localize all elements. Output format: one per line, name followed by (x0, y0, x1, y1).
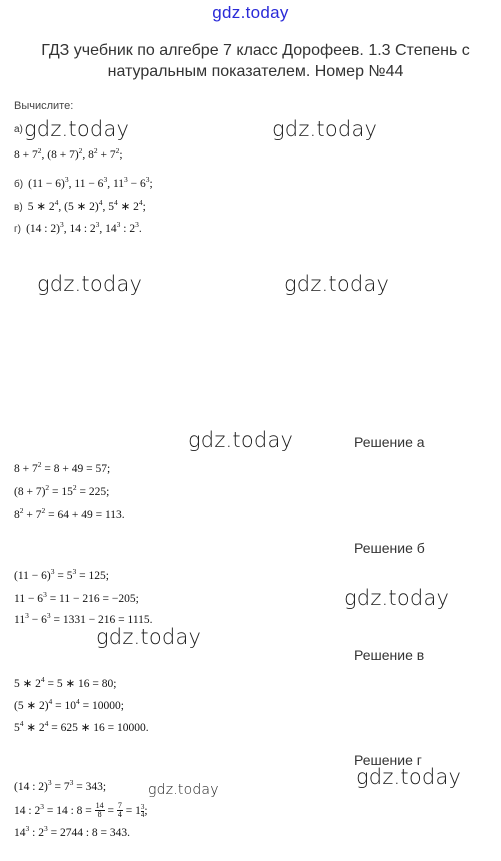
solution-b-line: $11 - 6^3 = 11 - 216 = -205$; (14, 590, 139, 605)
task-a-expression: $8 + 7^2$, $(8 + 7)^2$, $8^2 + 7^2$; (14, 146, 123, 161)
site-logo[interactable] (0, 3, 501, 23)
watermark: gdz.today (356, 765, 462, 789)
watermark: gdz.today (148, 782, 219, 798)
task-b-expression: $(11 - 6)^3$, $11 - 6^3$, $11^3 - 6^3$; (28, 175, 153, 190)
task-g-expression: (14 : 2)$^3$, 14 : $2^3$, $14^3$ : $2^3$. (26, 220, 142, 235)
solution-v-heading: Решение в (354, 647, 425, 663)
solution-b-line: $11^3 - 6^3 = 1331 - 216 = 1115$. (14, 611, 153, 626)
task-v-expression: 5 ∗ $2^4$, (5 ∗ 2)$^4$, $5^4$ ∗ $2^4$; (27, 198, 146, 213)
page-title: ГДЗ учебник по алгебре 7 класс Дорофеев. 1.3 Степень с натуральным показателем. Номер №44 (41, 42, 470, 80)
solution-g-line: (14 : $2)^3 = 7^3 = 343$; (14, 778, 107, 793)
solution-b-heading: Решение б (354, 540, 425, 556)
solution-v-line: (5 ∗ $2)^4 = 10^4 = 10000$; (14, 697, 124, 712)
watermark: gdz.today (37, 272, 143, 296)
fraction: $\frac{14}{8}$ (95, 801, 104, 819)
solution-v-line: 5 ∗ $2^4 = 5$ ∗ 16 = 80; (14, 675, 117, 690)
watermark: gdz.today (24, 117, 130, 141)
task-b-label: б) (14, 179, 24, 190)
solution-b-line: $(11 - 6)^3 = 5^3 = 125$; (14, 567, 109, 582)
task-g-label: г) (14, 224, 21, 235)
task-v-row (14, 195, 146, 214)
site-logo-text: gdz.today (212, 3, 289, 22)
task-v-label: в) (14, 202, 23, 213)
watermark: gdz.today (344, 586, 450, 610)
watermark: gdz.today (188, 428, 294, 452)
solution-a-line: $(8 + 7)^2 = 15^2 = 225$; (14, 483, 110, 498)
task-a-label: а) (14, 124, 23, 135)
task-g-row (14, 217, 142, 236)
solution-g-line: 14 : $2^3 = 14$ : 8 = $\frac{14}{8}$ = $\frac{7}{4}$ = 1 $\frac{3}{4}$ ; (14, 801, 148, 819)
fraction: $\frac{7}{4}$ (117, 801, 122, 819)
watermark: gdz.today (96, 625, 202, 649)
fraction: $\frac{3}{4}$ (140, 803, 145, 819)
solution-a-line: $8^2 + 7^2 = 64 + 49 = 113$. (14, 506, 125, 521)
solution-g-heading: Решение г (354, 752, 422, 768)
task-prompt: Вычислите: (14, 100, 74, 112)
task-b-row (14, 172, 153, 191)
solution-a-line: $8 + 7^2 = 8 + 49 = 57$; (14, 460, 111, 475)
watermark: gdz.today (272, 117, 378, 141)
solution-a-heading: Решение а (354, 434, 425, 450)
solution-g-line: $14^3$ : $2^3 = 2744$ : 8 = 343. (14, 824, 130, 839)
watermark: gdz.today (284, 272, 390, 296)
solution-v-line: $5^4$ ∗ $2^4 = 625$ ∗ 16 = 10000. (14, 719, 149, 734)
